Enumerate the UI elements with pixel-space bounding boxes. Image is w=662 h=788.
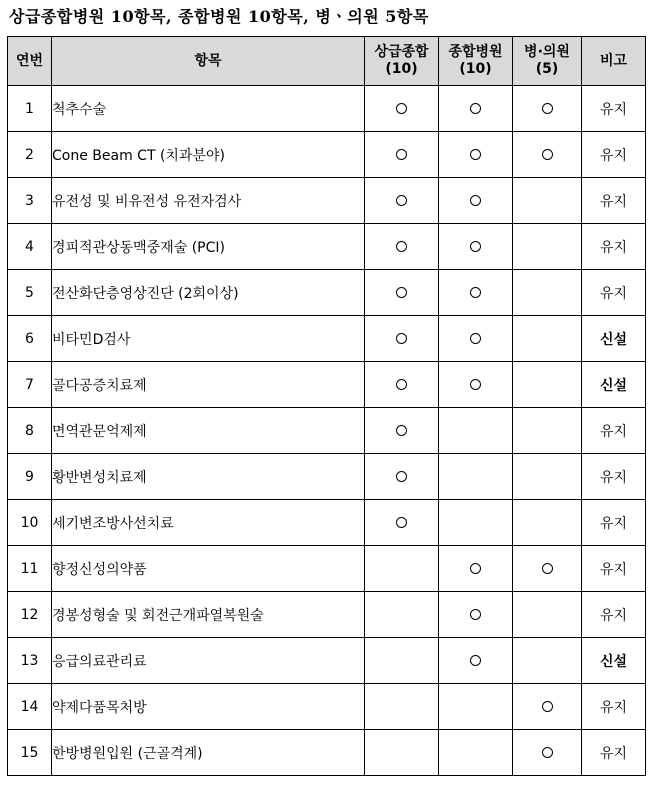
row-general-cell: [439, 224, 513, 270]
circle-mark-icon: [396, 517, 407, 528]
row-general-cell: [439, 408, 513, 454]
header-tertiary-count: (10): [385, 61, 418, 77]
row-general-cell: [439, 86, 513, 132]
row-item-name: 척추수술: [52, 86, 365, 132]
table-row: [8, 684, 646, 730]
row-number: 12: [8, 592, 52, 638]
row-tertiary-cell: [365, 592, 439, 638]
circle-mark-icon: [396, 333, 407, 344]
row-number: 5: [8, 270, 52, 316]
row-number: 2: [8, 132, 52, 178]
table-row: [8, 592, 646, 638]
row-general-cell: [439, 178, 513, 224]
row-clinic-cell: [513, 178, 582, 224]
row-item-name: Cone Beam CT (치과분야): [52, 132, 365, 178]
circle-mark-icon: [396, 241, 407, 252]
row-note: 유지: [582, 132, 646, 178]
row-number: 15: [8, 730, 52, 776]
row-note: 신설: [582, 362, 646, 408]
row-general-cell: [439, 500, 513, 546]
row-clinic-cell: [513, 684, 582, 730]
row-clinic-cell: [513, 362, 582, 408]
row-general-cell: [439, 454, 513, 500]
row-item-name: 황반변성치료제: [52, 454, 365, 500]
row-note: 유지: [582, 270, 646, 316]
header-general: [439, 37, 513, 86]
row-clinic-cell: [513, 86, 582, 132]
circle-mark-icon: [470, 563, 481, 574]
row-note: 유지: [582, 592, 646, 638]
table-row: [8, 224, 646, 270]
row-note: 유지: [582, 408, 646, 454]
row-general-cell: [439, 638, 513, 684]
row-item-name: 전산화단층영상진단 (2회이상): [52, 270, 365, 316]
table-row: [8, 546, 646, 592]
header-tertiary: [365, 37, 439, 86]
table-row: [8, 408, 646, 454]
row-clinic-cell: [513, 730, 582, 776]
row-tertiary-cell: [365, 546, 439, 592]
circle-mark-icon: [542, 701, 553, 712]
circle-mark-icon: [542, 149, 553, 160]
document-title: 상급종합병원 10항목, 종합병원 10항목, 병ㆍ의원 5항목: [9, 7, 429, 26]
table-row: [8, 178, 646, 224]
row-general-cell: [439, 592, 513, 638]
row-general-cell: [439, 684, 513, 730]
circle-mark-icon: [396, 379, 407, 390]
table-row: [8, 362, 646, 408]
circle-mark-icon: [396, 287, 407, 298]
row-note: 신설: [582, 316, 646, 362]
header-item: 항목: [52, 37, 365, 86]
row-note: 유지: [582, 546, 646, 592]
row-clinic-cell: [513, 546, 582, 592]
row-tertiary-cell: [365, 684, 439, 730]
row-number: 3: [8, 178, 52, 224]
row-item-name: 한방병원입원 (근골격계): [52, 730, 365, 776]
row-general-cell: [439, 132, 513, 178]
table-row: [8, 270, 646, 316]
row-item-name: 경봉성형술 및 회전근개파열복원술: [52, 592, 365, 638]
row-number: 11: [8, 546, 52, 592]
row-note: 유지: [582, 86, 646, 132]
row-item-name: 비타민D검사: [52, 316, 365, 362]
row-clinic-cell: [513, 638, 582, 684]
row-number: 1: [8, 86, 52, 132]
row-note: 유지: [582, 178, 646, 224]
row-tertiary-cell: [365, 224, 439, 270]
row-tertiary-cell: [365, 500, 439, 546]
row-general-cell: [439, 270, 513, 316]
row-item-name: 향정신성의약품: [52, 546, 365, 592]
circle-mark-icon: [470, 287, 481, 298]
row-tertiary-cell: [365, 454, 439, 500]
row-clinic-cell: [513, 408, 582, 454]
row-number: 9: [8, 454, 52, 500]
row-clinic-cell: [513, 316, 582, 362]
row-note: 신설: [582, 638, 646, 684]
row-tertiary-cell: [365, 638, 439, 684]
row-number: 6: [8, 316, 52, 362]
circle-mark-icon: [470, 379, 481, 390]
circle-mark-icon: [396, 425, 407, 436]
row-number: 13: [8, 638, 52, 684]
table-body: [8, 86, 646, 776]
circle-mark-icon: [470, 655, 481, 666]
circle-mark-icon: [470, 609, 481, 620]
row-item-name: 경피적관상동맥중재술 (PCI): [52, 224, 365, 270]
circle-mark-icon: [396, 103, 407, 114]
header-tertiary-label: 상급종합: [374, 44, 429, 60]
row-clinic-cell: [513, 454, 582, 500]
table-row: [8, 316, 646, 362]
row-general-cell: [439, 362, 513, 408]
circle-mark-icon: [542, 747, 553, 758]
circle-mark-icon: [542, 103, 553, 114]
row-note: 유지: [582, 224, 646, 270]
circle-mark-icon: [470, 195, 481, 206]
header-general-label: 종합병원: [448, 44, 503, 60]
row-general-cell: [439, 730, 513, 776]
row-tertiary-cell: [365, 270, 439, 316]
circle-mark-icon: [396, 195, 407, 206]
header-note: 비고: [582, 37, 646, 86]
table-row: [8, 730, 646, 776]
row-item-name: 약제다품목처방: [52, 684, 365, 730]
row-item-name: 유전성 및 비유전성 유전자검사: [52, 178, 365, 224]
circle-mark-icon: [396, 149, 407, 160]
row-item-name: 면역관문억제제: [52, 408, 365, 454]
row-item-name: 세기변조방사선치료: [52, 500, 365, 546]
row-clinic-cell: [513, 224, 582, 270]
row-tertiary-cell: [365, 730, 439, 776]
row-general-cell: [439, 316, 513, 362]
row-tertiary-cell: [365, 86, 439, 132]
table-row: [8, 500, 646, 546]
circle-mark-icon: [470, 149, 481, 160]
row-tertiary-cell: [365, 362, 439, 408]
row-tertiary-cell: [365, 316, 439, 362]
row-number: 14: [8, 684, 52, 730]
row-item-name: 응급의료관리료: [52, 638, 365, 684]
row-tertiary-cell: [365, 408, 439, 454]
header-general-count: (10): [459, 61, 492, 77]
circle-mark-icon: [470, 241, 481, 252]
row-general-cell: [439, 546, 513, 592]
row-number: 4: [8, 224, 52, 270]
row-tertiary-cell: [365, 178, 439, 224]
row-note: 유지: [582, 684, 646, 730]
header-clinic-count: (5): [535, 61, 559, 77]
row-note: 유지: [582, 500, 646, 546]
table-header-row: [8, 37, 646, 86]
row-tertiary-cell: [365, 132, 439, 178]
circle-mark-icon: [470, 333, 481, 344]
row-clinic-cell: [513, 592, 582, 638]
header-no: 연번: [8, 37, 52, 86]
circle-mark-icon: [396, 471, 407, 482]
table-row: [8, 86, 646, 132]
row-number: 10: [8, 500, 52, 546]
circle-mark-icon: [542, 563, 553, 574]
row-number: 7: [8, 362, 52, 408]
row-clinic-cell: [513, 132, 582, 178]
circle-mark-icon: [470, 103, 481, 114]
header-clinic-label: 병·의원: [524, 44, 570, 60]
row-clinic-cell: [513, 500, 582, 546]
items-table: [7, 36, 646, 776]
table-row: [8, 454, 646, 500]
row-note: 유지: [582, 730, 646, 776]
row-note: 유지: [582, 454, 646, 500]
header-clinic: [513, 37, 582, 86]
table-row: [8, 132, 646, 178]
table-row: [8, 638, 646, 684]
row-clinic-cell: [513, 270, 582, 316]
row-item-name: 골다공증치료제: [52, 362, 365, 408]
row-number: 8: [8, 408, 52, 454]
